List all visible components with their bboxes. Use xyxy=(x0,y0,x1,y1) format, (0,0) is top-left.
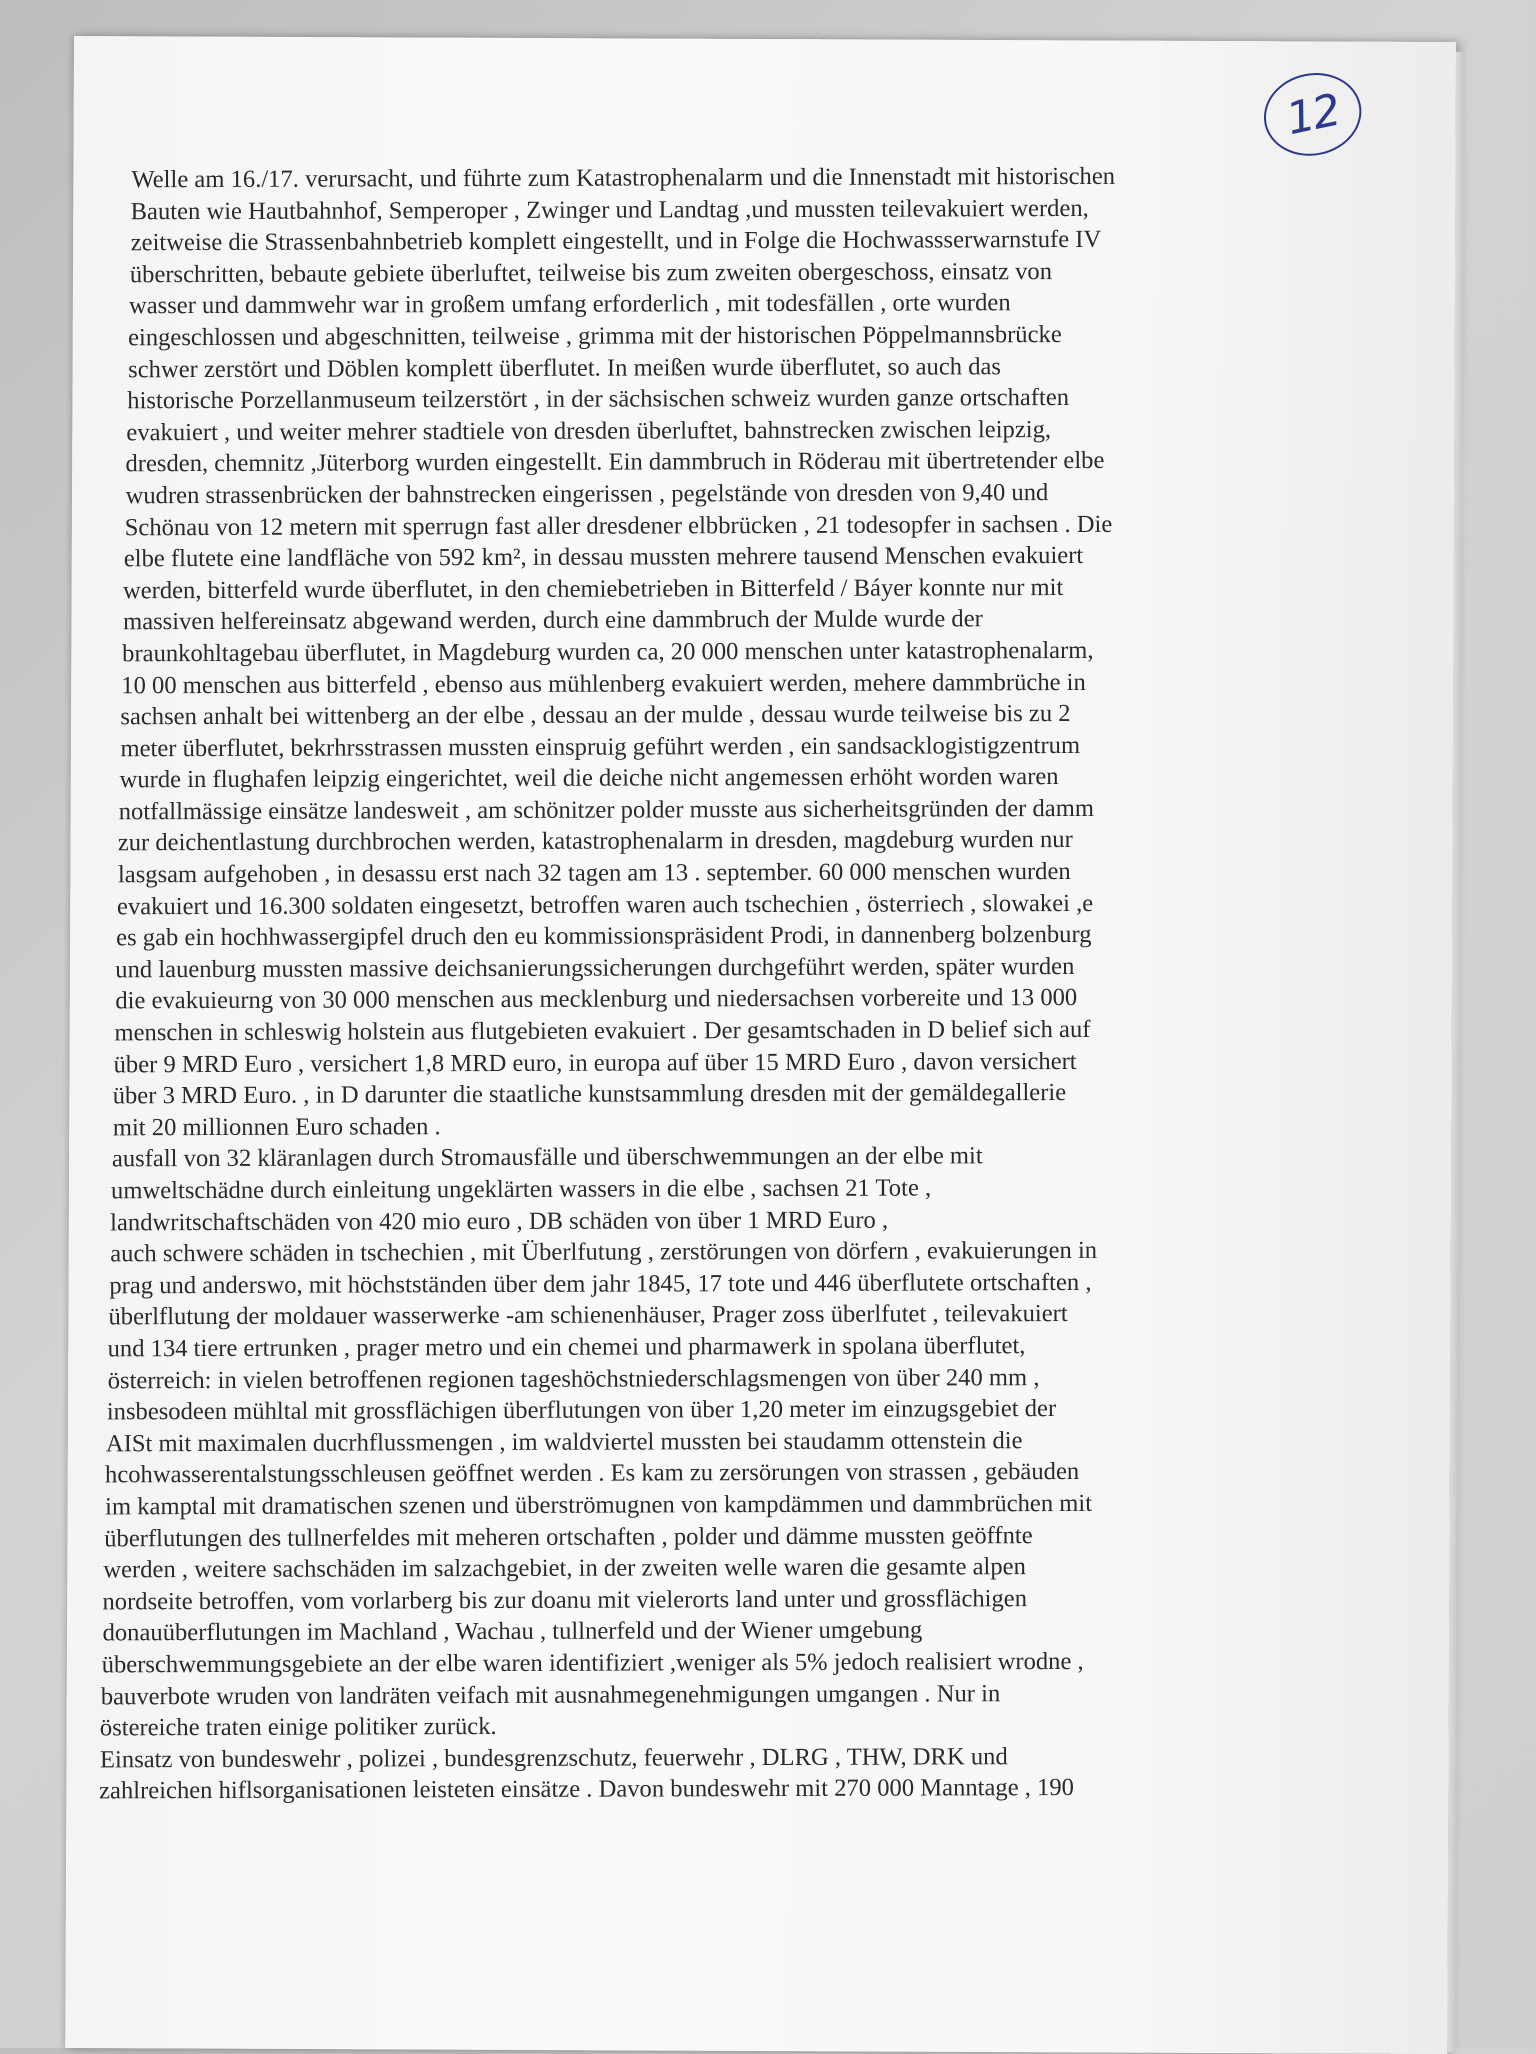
text-line: überlflutung der moldauer wasserwerke -am schienenhäuser, Prager zoss überlfutet , teilevakuiert xyxy=(108,1300,1068,1331)
text-line: hcohwasserentalstungsschleusen geöffnet werden . Es kam zu zersörungen von strassen , gebäuden xyxy=(104,1458,1080,1489)
text-line: schwer zerstört und Döblen komplett überflutet. In meißen wurde überflutet, so auch das xyxy=(128,352,1002,383)
text-line: östereiche traten einige politiker zurück. xyxy=(99,1713,497,1742)
text-line: lasgsam aufgehoben , in desassu erst nach 32 tagen am 13 . september. 60 000 menschen wurden xyxy=(117,858,1071,889)
text-line: umweltschädne durch einleitung ungeklärten wassers in die elbe , sachsen 21 Tote , xyxy=(110,1174,932,1205)
text-line: 10 00 menschen aus bitterfeld , ebenso aus mühlenberg evakuiert werden, mehere dammbrüche in xyxy=(121,668,1086,699)
text-line: braunkohltagebau überflutet, in Magdeburg wurden ca, 20 000 menschen unter katastrophenalarm, xyxy=(122,636,1094,668)
text-line: auch schwere schäden in tschechien , mit Überlfutung , zerstörungen von dörfern , evakuierungen in xyxy=(110,1237,1098,1268)
text-line: mit 20 millionnen Euro schaden . xyxy=(112,1112,441,1142)
text-line: AISt mit maximalen ducrhflussmengen , im waldviertel mussten bei staudamm ottenstein die xyxy=(105,1426,1023,1458)
text-line: sachsen anhalt bei wittenberg an der elbe , dessau an der mulde , dessau wurde teilweise bis zu 2 xyxy=(120,700,1071,731)
text-line: überflutungen des tullnerfeldes mit meheren ortschaften , polder und dämme mussten geöffnte xyxy=(104,1521,1033,1552)
text-line: evakuiert , und weiter mehrer stadtiele von dresden überluftet, bahnstrecken zwischen leipzig, xyxy=(126,415,1052,447)
text-line: zahlreichen hiflsorganisationen leisteten einsätze . Davon bundeswehr mit 270 000 Manntage , 190 xyxy=(99,1774,1074,1805)
text-line: österreich: in vielen betroffenen regionen tageshöchstniederschlagsmengen von über 240 mm , xyxy=(107,1363,1040,1394)
paper-sheet xyxy=(65,36,1456,2054)
text-line: elbe flutete eine landfläche von 592 km², in dessau mussten mehrere tausend Menschen evakuiert xyxy=(123,542,1084,573)
text-line: wasser und dammwehr war in großem umfang erforderlich , mit todesfällen , orte wurden xyxy=(128,289,1011,320)
text-line: es gab ein hochhwassergipfel druch den eu kommissionspräsident Prodi, in dannenberg bolzenburg xyxy=(116,921,1092,952)
text-line: donauüberflutungen im Machland , Wachau , tullnerfeld und der Wiener umgebung xyxy=(102,1616,923,1647)
text-line: menschen in schleswig holstein aus flutgebieten evakuiert . Der gesamtschaden in D belief sich auf xyxy=(114,1015,1091,1047)
text-line: eingeschlossen und abgeschnitten, teilweise , grimma mit der historischen Pöppelmannsbrücke xyxy=(127,320,1062,352)
text-line: Bauten wie Hautbahnhof, Semperoper , Zwinger und Landtag ,und mussten teilevakuiert werden, xyxy=(130,194,1089,225)
text-line: über 9 MRD Euro , versichert 1,8 MRD euro, in europa auf über 15 MRD Euro , davon versichert xyxy=(113,1047,1077,1078)
text-line: ausfall von 32 kläranlagen durch Stromausfälle und überschwemmungen an der elbe mit xyxy=(111,1142,983,1173)
text-line: wurde in flughafen leipzig eingerichtet, weil die deiche nicht angemessen erhöht worden waren xyxy=(119,763,1059,794)
text-line: evakuiert und 16.300 soldaten eingesetzt, betroffen waren auch tschechien , österriech , slowakei ,e xyxy=(116,889,1094,920)
text-line: Welle am 16./17. verursacht, und führte zum Katastrophenalarm und die Innenstadt mit historischen xyxy=(131,162,1116,194)
text-line: zur deichentlastung durchbrochen werden, katastrophenalarm in dresden, magdeburg wurden nur xyxy=(117,826,1073,857)
text-line: wudren strassenbrücken der bahnstrecken eingerissen , pegelstände von dresden von 9,40 und xyxy=(125,478,1049,510)
text-line: überschwemmungsgebiete an der elbe waren identifiziert ,weniger als 5% jedoch realisiert wrodne , xyxy=(101,1647,1084,1679)
text-line: prag und anderswo, mit höchstständen über dem jahr 1845, 17 tote und 446 überflutete ortschaften , xyxy=(109,1268,1092,1300)
text-line: werden, bitterfeld wurde überflutet, in den chemiebetrieben in Bitterfeld / Báyer konnte nur mit xyxy=(122,573,1064,605)
text-line: nordseite betroffen, vom vorlarberg bis zur doanu mit vielerorts land unter und grossflächigen xyxy=(102,1584,1028,1616)
text-line: Schönau von 12 metern mit sperrugn fast aller dresdener elbbrücken , 21 todesopfer in sachsen . Die xyxy=(124,510,1113,541)
text-line: und 134 tiere ertrunken , prager metro und ein chemei und pharmawerk in spolana überflutet, xyxy=(107,1332,1026,1363)
text-line: zeitweise die Strassenbahnbetrieb komplett eingestellt, und in Folge die Hochwassserwarnstufe IV xyxy=(130,226,1102,257)
text-line: massiven helfereinsatz abgewand werden, durch eine dammbruch der Mulde wurde der xyxy=(122,605,983,636)
text-line: bauverbote wruden von landräten veifach mit ausnahmegenehmigungen umgangen . Nur in xyxy=(100,1679,1001,1710)
text-line: die evakuieurng von 30 000 menschen aus mecklenburg und niedersachsen vorbereite und 13 000 xyxy=(115,984,1078,1015)
text-line: dresden, chemnitz ,Jüterborg wurden eingestellt. Ein dammbruch in Röderau mit übertretender elbe xyxy=(125,447,1105,478)
text-line: im kamptal mit dramatischen szenen und überströmugnen von kampdämmen und dammbrüchen mit xyxy=(105,1489,1093,1521)
paper-edge xyxy=(1447,52,1464,2052)
text-line: landwritschaftschäden von 420 mio euro , DB schäden von über 1 MRD Euro , xyxy=(110,1206,889,1236)
text-line: überschritten, bebaute gebiete überluftet, teilweise bis zum zweiten obergeschoss, einsatz von xyxy=(129,257,1053,289)
body-text xyxy=(99,160,1427,1807)
text-line: notfallmässige einsätze landesweit , am schönitzer polder musste aus sicherheitsgründen der damm xyxy=(118,794,1095,826)
text-line: über 3 MRD Euro. , in D darunter die staatliche kunstsammlung dresden mit der gemäldegallerie xyxy=(112,1079,1067,1110)
text-line: Einsatz von bundeswehr , polizei , bundesgrenzschutz, feuerwehr , DLRG , THW, DRK und xyxy=(99,1742,1008,1774)
text-line: historische Porzellanmuseum teilzerstört , in der sächsischen schweiz wurden ganze ortschaften xyxy=(127,384,1070,415)
text-line: und lauenburg mussten massive deichsanierungssicherungen durchgeführt werden, später wurden xyxy=(115,952,1075,984)
handwritten-page-number: 12 xyxy=(1256,64,1369,164)
text-line: meter überflutet, bekrhrsstrassen mussten einspruig geführt werden , ein sandsacklogistigzentrum xyxy=(120,731,1081,762)
text-line: insbesodeen mühltal mit grossflächigen überflutungen von über 1,20 meter im einzugsgebiet der xyxy=(106,1395,1057,1426)
text-line: werden , weitere sachschäden im salzachgebiet, in der zweiten welle waren die gesamte alpen xyxy=(103,1553,1026,1584)
